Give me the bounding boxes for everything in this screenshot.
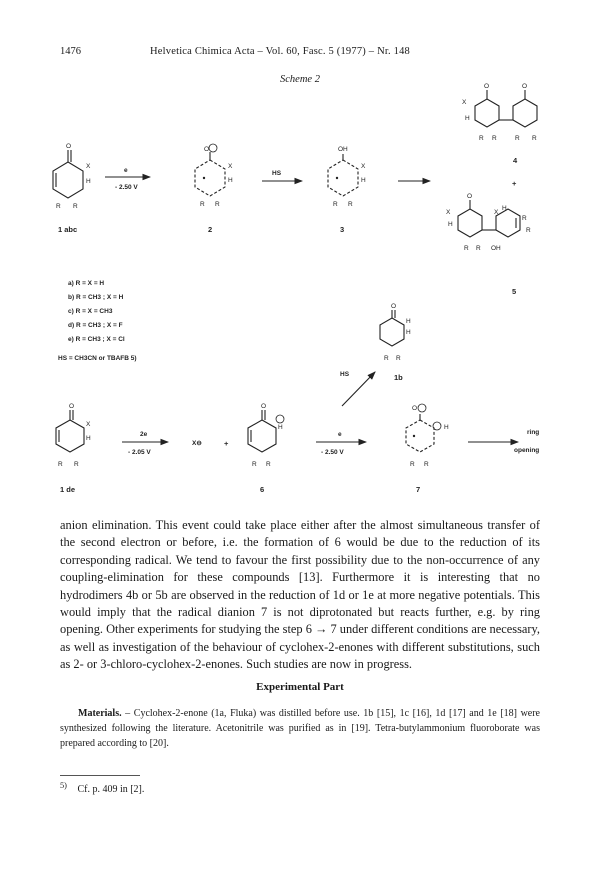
svg-text:O: O — [261, 403, 267, 410]
scheme-title: Scheme 2 — [280, 74, 320, 85]
arrow4-bottom: - 2.05 V — [128, 449, 151, 456]
svg-text:X: X — [446, 209, 451, 216]
arrow6-top: ring — [527, 429, 540, 436]
plus-x-6: + — [224, 439, 229, 448]
page-number: 1476 — [60, 46, 81, 57]
svg-text:H: H — [502, 205, 507, 212]
svg-text:H: H — [444, 424, 449, 431]
svg-text:R: R — [56, 203, 61, 210]
label-4: 4 — [513, 156, 518, 165]
hs-definition: HS = CH3CN or TBAFB 5) — [58, 355, 137, 362]
svg-text:R: R — [479, 135, 484, 142]
label-1abc: 1 abc — [58, 225, 78, 234]
svg-text:R: R — [515, 135, 520, 142]
svg-text:X: X — [228, 163, 233, 170]
molecule-1b — [380, 303, 411, 362]
arrow3-label: HS — [340, 371, 350, 378]
footnote-mark: 5) — [60, 781, 67, 790]
svg-text:R: R — [492, 135, 497, 142]
svg-text:X: X — [86, 421, 91, 428]
svg-text:H: H — [406, 318, 411, 325]
label-1b: 1b — [394, 373, 403, 382]
svg-text:O: O — [467, 193, 473, 200]
arrow2-top: HS — [272, 170, 282, 177]
label-2: 2 — [208, 225, 213, 234]
legend-e: e) R = CH3 ; X = Cl — [68, 336, 125, 343]
legend-a: a) R = X = H — [68, 280, 105, 287]
materials-paragraph — [60, 706, 540, 751]
legend-b: b) R = CH3 ; X = H — [68, 294, 124, 301]
molecule-7 — [406, 404, 449, 468]
svg-text:H: H — [448, 221, 453, 228]
svg-text:R: R — [396, 355, 401, 362]
label-6: 6 — [260, 485, 265, 494]
label-7: 7 — [416, 485, 421, 494]
svg-text:H: H — [465, 115, 470, 122]
svg-text:O: O — [391, 303, 397, 310]
svg-text:OH: OH — [338, 146, 348, 153]
svg-text:X: X — [86, 163, 91, 170]
svg-text:H: H — [86, 178, 91, 185]
running-title: Helvetica Chimica Acta – Vol. 60, Fasc. 5 (1977) – Nr. 148 — [150, 46, 410, 57]
svg-text:R: R — [252, 461, 257, 468]
molecule-4 — [462, 83, 537, 142]
svg-text:R: R — [333, 201, 338, 208]
legend-d: d) R = CH3 ; X = F — [68, 322, 123, 329]
svg-text:R: R — [73, 203, 78, 210]
experimental-heading: Experimental Part — [256, 681, 344, 693]
label-1de: 1 de — [60, 485, 76, 494]
arrow6-bottom: opening — [514, 447, 540, 454]
arrow1-bottom: - 2.50 V — [115, 184, 138, 191]
svg-text:R: R — [424, 461, 429, 468]
footnote-text: Cf. p. 409 in [2]. — [77, 784, 145, 796]
svg-text:H: H — [86, 435, 91, 442]
svg-text:O: O — [484, 83, 490, 90]
svg-text:R: R — [410, 461, 415, 468]
svg-text:R: R — [384, 355, 389, 362]
svg-text:O: O — [66, 143, 72, 150]
arrow4-top: 2e — [140, 431, 148, 438]
svg-text:R: R — [348, 201, 353, 208]
svg-text:R: R — [215, 201, 220, 208]
svg-text:O: O — [204, 146, 210, 153]
footnote — [60, 781, 144, 795]
materials-text: – Cyclohex-2-enone (1a, Fluka) was distilled before use. 1b [15], 1c [16], 1d [17] and 1e [18] were synthesized following the literature. Acetonitrile was purified as in [19]. Tetra-butylammonium fluoroborate was prepared according to [20]. — [60, 708, 540, 749]
svg-text:R: R — [532, 135, 537, 142]
svg-text:R: R — [266, 461, 271, 468]
legend — [58, 280, 137, 362]
plus-4-5: + — [512, 179, 517, 188]
x-anion: X⊖ — [192, 440, 202, 447]
svg-text:R: R — [58, 461, 63, 468]
svg-text:X: X — [494, 209, 499, 216]
svg-text:X: X — [462, 99, 467, 106]
svg-text:H: H — [361, 177, 366, 184]
legend-c: c) R = X = CH3 — [68, 308, 113, 315]
molecule-1de — [56, 403, 91, 468]
svg-text:R: R — [522, 215, 527, 222]
body-paragraph — [60, 517, 540, 674]
label-5: 5 — [512, 287, 517, 296]
molecule-2 — [195, 144, 233, 208]
svg-text:O: O — [69, 403, 75, 410]
materials-lead: Materials. — [78, 708, 122, 719]
molecule-1abc — [53, 143, 91, 210]
svg-text:R: R — [464, 245, 469, 252]
svg-text:O: O — [412, 405, 418, 412]
molecule-3 — [328, 146, 366, 208]
svg-text:R: R — [476, 245, 481, 252]
svg-text:R: R — [74, 461, 79, 468]
svg-text:O: O — [522, 83, 528, 90]
molecule-6 — [248, 403, 284, 468]
molecule-5 — [446, 193, 531, 252]
arrow5-top: e — [338, 431, 342, 438]
svg-text:OH: OH — [491, 245, 501, 252]
svg-text:X: X — [361, 163, 366, 170]
svg-text:R: R — [526, 227, 531, 234]
svg-text:H: H — [278, 424, 283, 431]
arrow1-top: e — [124, 167, 128, 174]
svg-text:R: R — [200, 201, 205, 208]
arrow5-bottom: - 2.50 V — [321, 449, 344, 456]
label-3: 3 — [340, 225, 345, 234]
footnote-divider — [60, 775, 140, 776]
body-text: anion elimination. This event could take place either after the almost simultaneous transfer of the second electron or before, i.e. the formation of 6 would be due to the reduction of its corresponding radical. We tend to favour the first possibility due to the non-occurrence of any coupling-elimination for these compounds [13]. Furthermore it is interesting that no hydrodimers 4b or 5b are observed in the reduction of 1d or 1e at more negative potentials. This would imply that the radical dianion 7 is not diprotonated but reacts further, e.g. by ring opening. Other experiments for studying the step 6 → 7 under different conditions are necessary, as well as investigation of the behaviour of cyclohex-2-enones with different substitutions, such as 2- or 3-chloro-cyclohex-2-enones. Such studies are now in progress. — [60, 518, 541, 672]
svg-text:H: H — [406, 329, 411, 336]
svg-text:H: H — [228, 177, 233, 184]
